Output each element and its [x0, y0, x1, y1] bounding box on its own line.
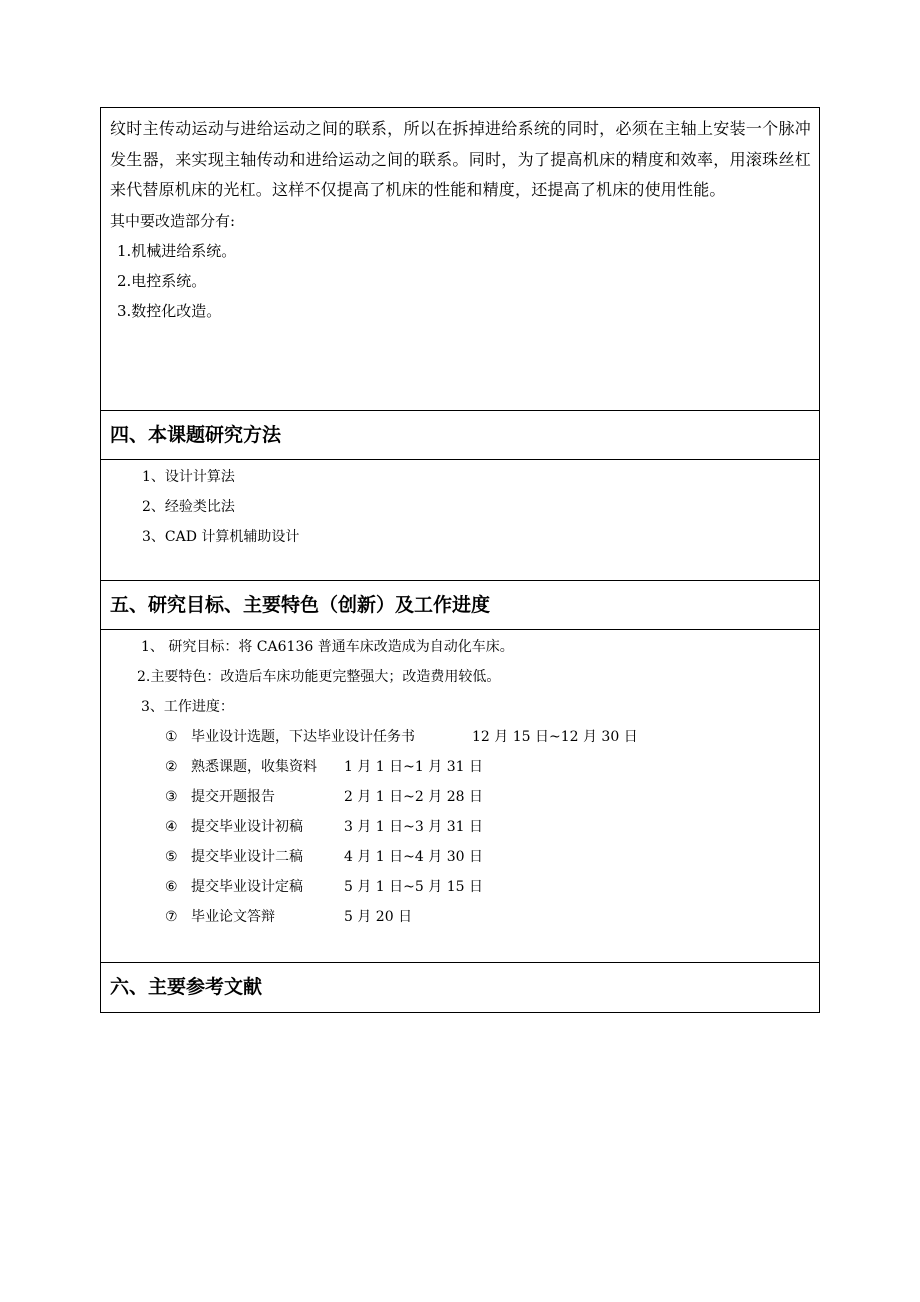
list-item: 1.机械进给系统。 [117, 241, 237, 260]
list-item: 2.电控系统。 [117, 271, 207, 290]
schedule-row [141, 872, 819, 902]
progress-label: 3、工作进度： [141, 699, 234, 715]
goal-text: 1、 研究目标：将 CA6136 普通车床改造成为自动化车床。 [141, 639, 514, 655]
schedule-row [141, 842, 819, 872]
step-number: ⑦ [165, 909, 178, 925]
step-date: 5 月 20 日 [344, 909, 413, 925]
step-number: ⑥ [165, 879, 178, 895]
step-task: 提交毕业设计初稿 [191, 819, 303, 835]
schedule-row [141, 812, 819, 842]
method-item: 1、设计计算法 [142, 469, 235, 485]
goals-cell [101, 630, 819, 963]
schedule-row [141, 782, 819, 812]
step-number: ④ [165, 819, 178, 835]
step-task: 提交毕业设计定稿 [191, 879, 303, 895]
schedule-row [141, 722, 819, 752]
method-item: 3、CAD 计算机辅助设计 [142, 529, 300, 545]
step-task: 毕业设计选题，下达毕业设计任务书 [191, 729, 415, 745]
list-title: 其中要改造部分有: [110, 211, 236, 230]
section-heading-references: 六、主要参考文献 [110, 976, 263, 998]
step-task: 毕业论文答辩 [191, 909, 275, 925]
schedule-row [141, 902, 819, 932]
intro-cell [101, 108, 819, 411]
list-item: 3.数控化改造。 [117, 301, 222, 320]
method-item: 2、经验类比法 [142, 499, 235, 515]
step-date: 1 月 1 日~1 月 31 日 [344, 759, 483, 775]
feature-text: 2.主要特色：改造后车床功能更完整强大；改造费用较低。 [137, 669, 501, 685]
step-date: 5 月 1 日~5 月 15 日 [344, 879, 483, 895]
intro-paragraph: 纹时主传动运动与进给运动之间的联系，所以在拆掉进给系统的同时，必须在主轴上安装一个脉冲发生器，来实现主轴传动和进给运动之间的联系。同时，为了提高机床的精度和效率，用滚珠丝杠来代替原机床的光杠。这样不仅提高了机床的性能和精度，还提高了机床的使用性能。 [110, 119, 811, 199]
step-number: ⑤ [165, 849, 178, 865]
step-task: 提交开题报告 [191, 789, 275, 805]
schedule-row [141, 752, 819, 782]
step-date: 2 月 1 日~2 月 28 日 [344, 789, 483, 805]
step-task: 提交毕业设计二稿 [191, 849, 303, 865]
step-date: 4 月 1 日~4 月 30 日 [344, 849, 483, 865]
report-table [100, 107, 820, 1013]
step-date: 3 月 1 日~3 月 31 日 [344, 819, 483, 835]
step-task: 熟悉课题，收集资料 [191, 759, 317, 775]
section-heading-methods: 四、本课题研究方法 [101, 411, 819, 460]
methods-cell [101, 460, 819, 581]
step-number: ③ [165, 789, 178, 805]
section-heading-goals: 五、研究目标、主要特色（创新）及工作进度 [101, 581, 819, 630]
step-date: 12 月 15 日~12 月 30 日 [472, 729, 638, 745]
step-number: ① [165, 729, 178, 745]
step-number: ② [165, 759, 178, 775]
